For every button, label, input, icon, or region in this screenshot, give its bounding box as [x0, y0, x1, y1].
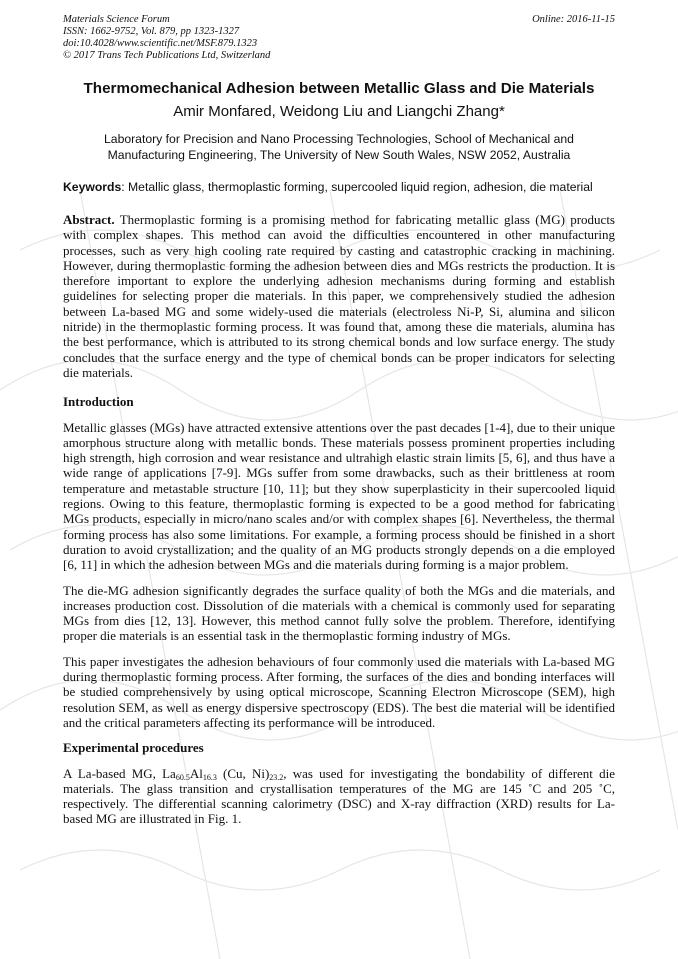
- author-list: Amir Monfared, Weidong Liu and Liangchi Zhang*: [173, 103, 505, 120]
- introduction-paragraph-1: Metallic glasses (MGs) have attracted extensive attentions over the past decades [1-4], due to their unique amorphous structure along with metallic bonds. These materials possess prominent properties including high strength, high corrosion and wear resistance and ultrahigh elastic strain limits [5, 6], and thus have a wide range of applications [7-9]. MGs suffer from some drawbacks, such as their brittleness at room temperature and metastable structure [10, 11]; but they show superplasticity in their supercooled liquid regions. Owing to this feature, thermoplastic forming is expected to be a good method for fabricating MGs products, especially in micro/nano scales and/or with complex shapes [6]. Nevertheless, the thermal forming process has also some limitations. For example, a forming process should be finished in a short duration to avoid crystallization; and the quality of an MG products strongly depends on a die employed [6, 11] in which the adhesion between MGs and die materials during forming is a major problem.: [63, 419, 615, 573]
- journal-header: [63, 14, 615, 62]
- formula-part-la: A La-based MG, La: [63, 765, 176, 781]
- introduction-heading: Introduction: [63, 394, 134, 410]
- formula-part-cuni: (Cu, Ni): [216, 765, 270, 781]
- formula-part-al: Al: [189, 765, 203, 781]
- abstract-text: Thermoplastic forming is a promising method for fabricating metallic glass (MG) products with complex shapes. This method can avoid the difficulties encountered in other manufacturing processes, such as very high cooling rate required by casting and catastrophic cracking in machining. However, during thermoplastic forming the adhesion between dies and MGs restricts the production. It is therefore important to explore the underlying adhesion mechanisms during forming and establish guidelines for selecting proper die materials. In this paper, we comprehensively studied the adhesion between La-based MG and some widely-used die materials (electroless Ni-P, Si, alumina and silicon nitride) in the thermoplastic forming process. It was found that, among these die materials, alumina has the best performance, which is attributed to its strong chemical bonds and low surface energy. The study concludes that the surface energy and the type of chemical bonds can be proper indicators for selecting die materials.: [63, 212, 615, 380]
- experimental-text: , was used for investigating the bondability of different die materials. The glass transition and crystallisation temperatures of the MG are 145 ˚C and 205 ˚C, respectively. The differential scanning calorimetry (DSC) and X-ray diffraction (XRD) results for La-based MG are illustrated in Fig. 1.: [63, 765, 615, 827]
- affiliation-line-2: Manufacturing Engineering, The University of New South Wales, NSW 2052, Australia: [107, 148, 571, 162]
- doi-line: doi:10.4028/www.scientific.net/MSF.879.1323: [63, 38, 258, 49]
- introduction-paragraph-3: This paper investigates the adhesion behaviours of four commonly used die materials with La-based MG during thermoplastic forming process. After forming, the surfaces of the dies and bonding interfaces will be studied comprehensively by using optical microscope, Scanning Electron Microscope (SEM), high resolution SEM, as well as energy dispersive spectroscopy (EDS). The best die material will be identified and the critical parameters affecting its performance will be introduced.: [63, 653, 615, 730]
- subscript-cuni: 23.2: [269, 772, 284, 782]
- affiliation: [60, 131, 618, 163]
- introduction-paragraph-2: The die-MG adhesion significantly degrades the surface quality of both the MGs and die materials, and increases production cost. Dissolution of die materials with a chemical is commonly used for separating MGs from dies [12, 13]. However, this method cannot fully solve the problem. Therefore, identifying proper die materials is an essential task in the thermoplastic forming industry of MGs.: [63, 582, 615, 644]
- experimental-heading: Experimental procedures: [63, 740, 204, 756]
- abstract: [63, 212, 615, 380]
- paper-body: [63, 212, 615, 837]
- online-date: Online: 2016-11-15: [532, 14, 615, 25]
- subscript-la: 60.5: [175, 772, 190, 782]
- affiliation-line-1: Laboratory for Precision and Nano Processing Technologies, School of Mechanical and: [104, 132, 574, 146]
- subscript-al: 16.3: [202, 772, 217, 782]
- paper-title: Thermomechanical Adhesion between Metallic Glass and Die Materials: [83, 80, 595, 97]
- copyright-line: © 2017 Trans Tech Publications Ltd, Switzerland: [63, 50, 271, 61]
- issn-line: ISSN: 1662-9752, Vol. 879, pp 1323-1327: [63, 26, 240, 37]
- keywords-label: Keywords: [63, 180, 122, 194]
- keywords: [63, 180, 623, 194]
- journal-name: Materials Science Forum: [63, 14, 170, 25]
- experimental-paragraph-1: [63, 766, 615, 827]
- abstract-label: Abstract.: [63, 212, 115, 227]
- keywords-text: : Metallic glass, thermoplastic forming, supercooled liquid region, adhesion, die material: [121, 180, 593, 194]
